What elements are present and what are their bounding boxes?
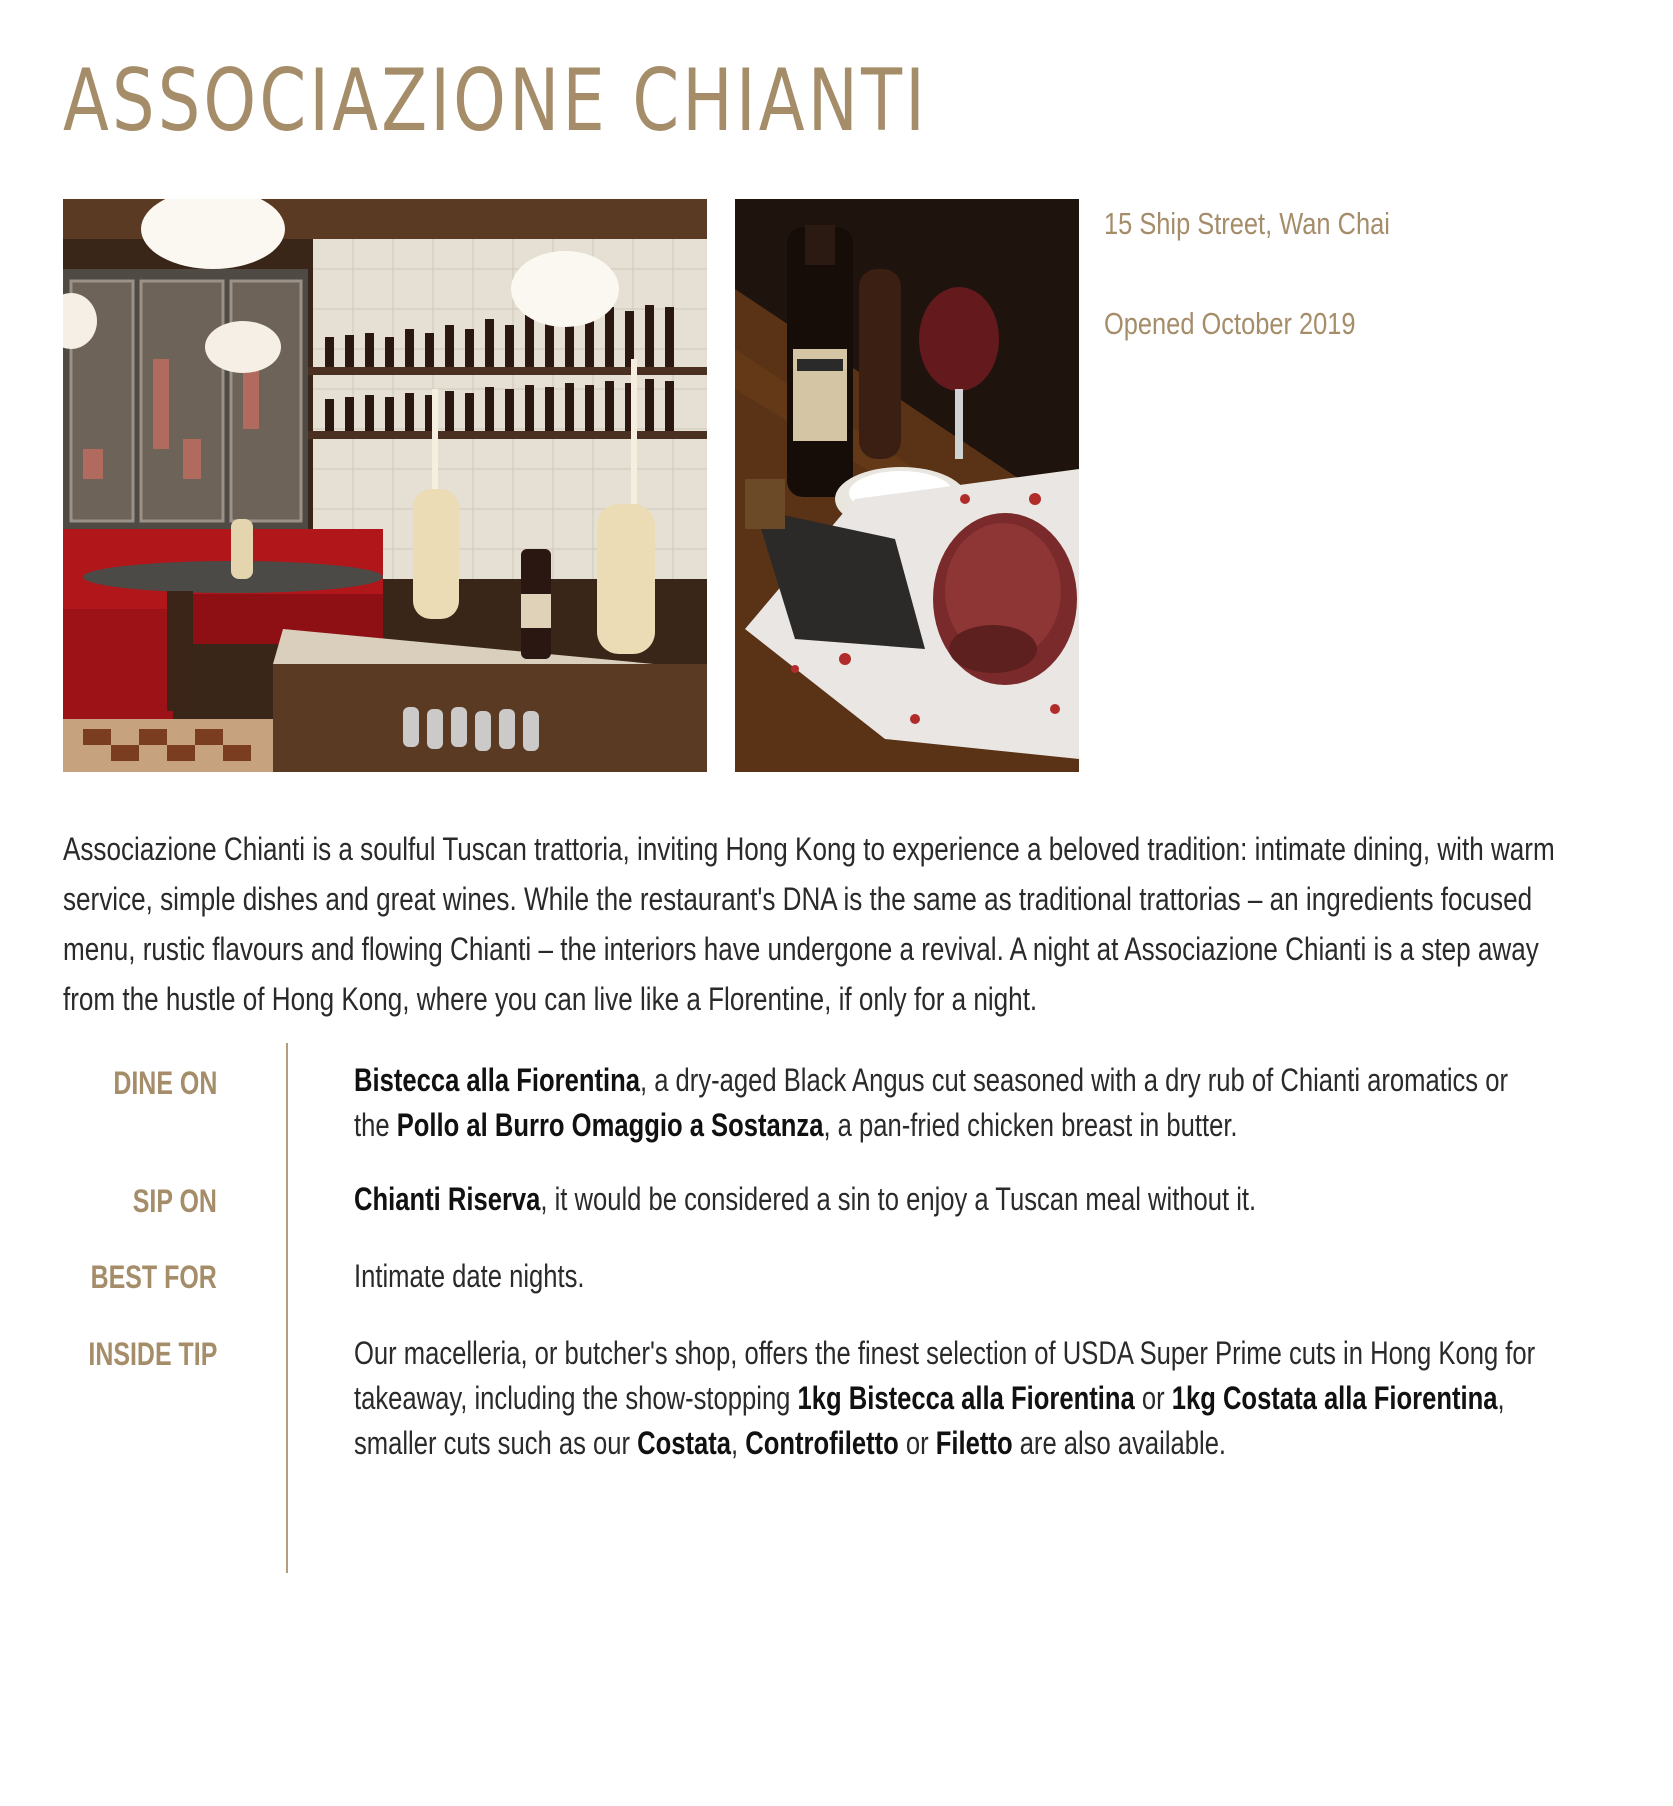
sip-on-text: Chianti Riserva, it would be considered a sin to enjoy a Tuscan meal without it. bbox=[354, 1181, 1257, 1217]
intro-paragraph: Associazione Chianti is a soulful Tuscan trattoria, inviting Hong Kong to experience a beloved tradition: intimate dining, with warm service, simple dishes and great wines. While the restaurant's DNA is the same as traditional trattorias – an ingredients focused menu, rustic flavours and flowing Chianti – the interiors have undergone a revival. A night at Associazione Chianti is a step away from the hustle of Hong Kong, where you can live like a Florentine, if only for a night. bbox=[63, 831, 1555, 1017]
sip-on-label: SIP ON bbox=[132, 1183, 217, 1219]
inside-tip-text: Our macelleria, or butcher's shop, offers the finest selection of USDA Super Prime cuts in Hong Kong for takeaway, including the show-stopping 1kg Bistecca alla Fiorentina or 1kg Costata alla Fiorentina, smaller cuts such as our Costata, Controfiletto or Filetto are also available. bbox=[354, 1335, 1536, 1461]
best-for-text: Intimate date nights. bbox=[354, 1258, 585, 1294]
best-for-label: BEST FOR bbox=[90, 1259, 217, 1295]
address: 15 Ship Street, Wan Chai bbox=[1104, 206, 1390, 241]
restaurant-interior-photo bbox=[63, 199, 707, 772]
dine-on-label: DINE ON bbox=[112, 1065, 217, 1101]
steak-table-photo bbox=[735, 199, 1079, 772]
opened-date: Opened October 2019 bbox=[1104, 306, 1356, 341]
page-title: ASSOCIAZIONE CHIANTI bbox=[63, 51, 929, 151]
dine-on-text: Bistecca alla Fiorentina, a dry-aged Black Angus cut seasoned with a dry rub of Chianti aromatics or the Pollo al Burro Omaggio a Sostanza, a pan-fried chicken breast in butter. bbox=[354, 1062, 1508, 1143]
inside-tip-label: INSIDE TIP bbox=[88, 1336, 217, 1372]
vertical-divider bbox=[286, 1043, 288, 1573]
